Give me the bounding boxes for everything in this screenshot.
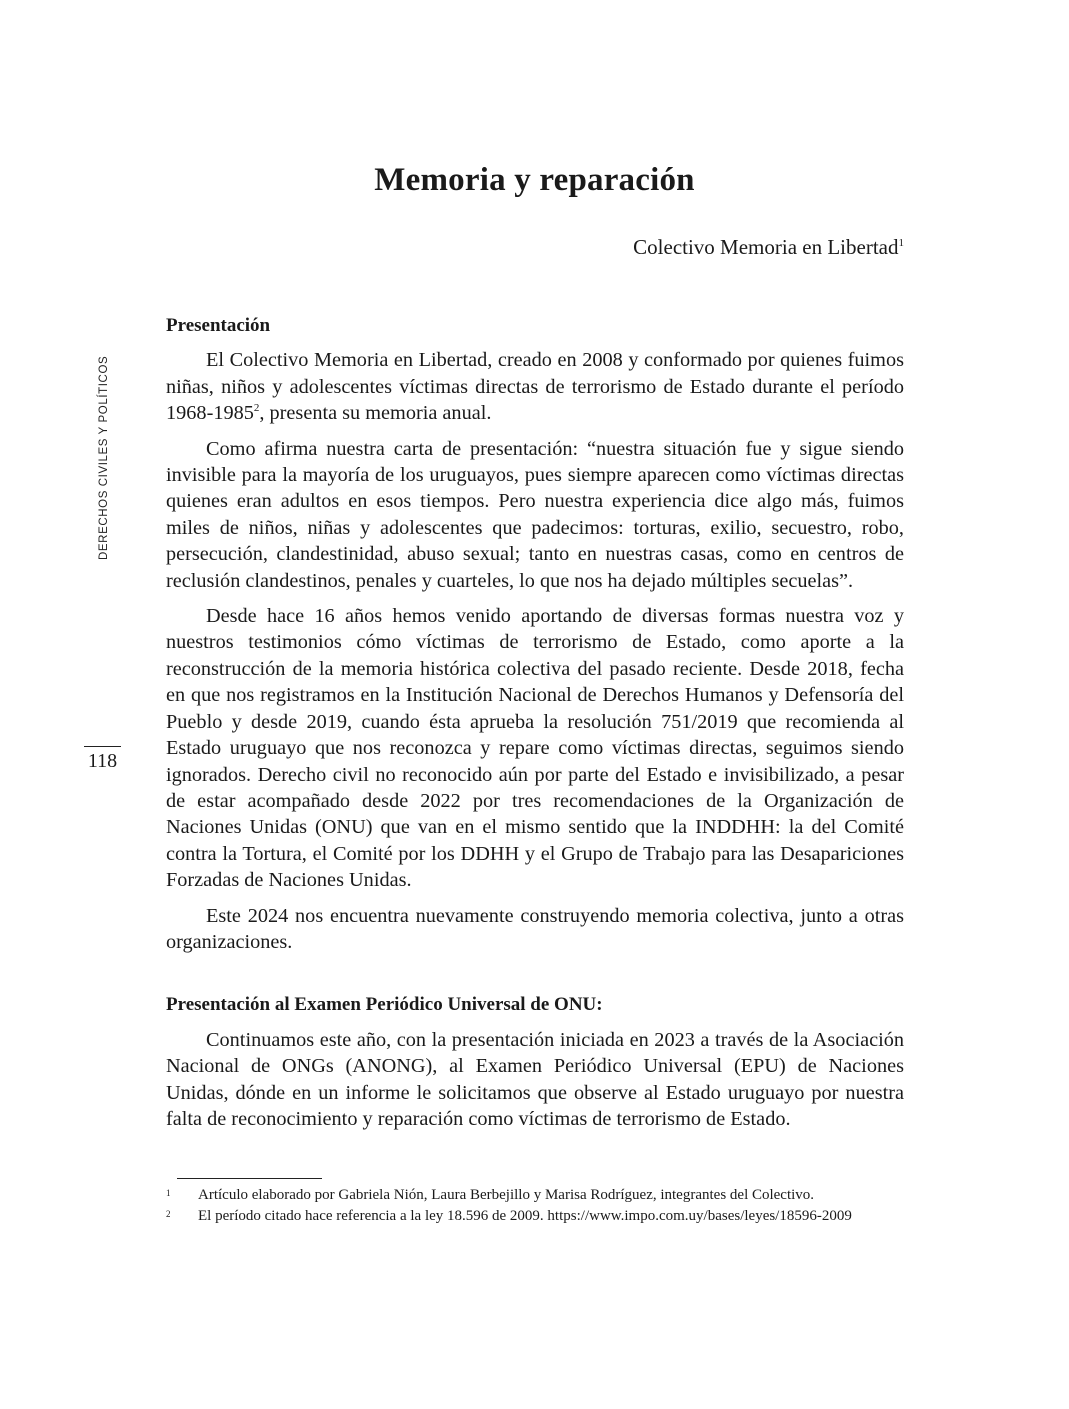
author-line — [633, 235, 904, 260]
paragraph: Como afirma nuestra carta de presentación: “nuestra situación fue y sigue siendo invisible para la mayoría de los uruguayos, pues siempre aparecen como víctimas directas quienes eran adultos en esos tiempos. Pero nuestra experiencia dice algo más, fuimos miles de niños, niñas y adolescentes que padecimos: torturas, exilio, secuestro, robo, persecución, clandestinidad, abuso sexual; tanto en nuestras casas, como en centros de reclusión clandestinos, penales y cuarteles, lo que nos ha dejado múltiples secuelas”. — [166, 437, 904, 592]
footnote-2 — [166, 1206, 904, 1227]
footnote-text: El período citado hace referencia a la ley 18.596 de 2009. https://www.impo.com.uy/bases/leyes/18596-2009 — [198, 1208, 852, 1224]
footnote-1 — [166, 1185, 904, 1206]
paragraph: Este 2024 nos encuentra nuevamente construyendo memoria colectiva, junto a otras organizaciones. — [166, 904, 904, 953]
section-heading-epu: Presentación al Examen Periódico Universal de ONU: — [166, 994, 603, 1016]
paragraph-text: , presenta su memoria anual. — [259, 402, 492, 425]
footnote-ref-2: 2 — [253, 402, 260, 415]
section-side-label: DERECHOS CIVILES Y POLÍTICOS — [98, 355, 110, 560]
footnote-number: 2 — [166, 1209, 171, 1219]
paragraph: Continuamos este año, con la presentación iniciada en 2023 a través de la Asociación Nacional de ONGs (ANONG), al Examen Periódico Universal (EPU) de Naciones Unidas, dónde en un informe le solicitamos que observe al Estado uruguayo por nuestra falta de reconocimiento y reparación como víctimas de terrorismo de Estado. — [166, 1028, 904, 1130]
footnote-ref-1: 1 — [898, 237, 904, 249]
section-heading-presentacion: Presentación — [166, 315, 271, 336]
footnote-number: 1 — [166, 1188, 171, 1198]
footnote-text: Artículo elaborado por Gabriela Nión, Laura Berbejillo y Marisa Rodríguez, integrantes del Colectivo. — [198, 1187, 815, 1203]
main-content — [166, 313, 904, 1141]
page-title: Memoria y reparación — [374, 162, 695, 198]
footnote-rule — [177, 1178, 322, 1179]
page-number-rule — [84, 746, 121, 747]
footnotes — [166, 1178, 904, 1227]
paragraph-text: El Colectivo Memoria en Libertad, creado en 2008 y conformado por quienes fuimos niñas, niños y adolescentes víctimas directas de terrorismo de Estado durante el período 1968-1985 — [166, 349, 904, 425]
paragraph: Desde hace 16 años hemos venido aportando de diversas formas nuestra voz y nuestros testimonios cómo víctimas de terrorismo de Estado, como aporte a la reconstrucción de la memoria histórica colectiva del pasado reciente. Desde 2018, fecha en que nos registramos en la Institución Nacional de Derechos Humanos y Defensoría del Pueblo y desde 2019, cuando ésta aprueba la resolución 751/2019 que recomienda al Estado uruguayo que nos reconozca y repare como víctimas directas, seguimos siendo ignorados. Derecho civil no reconocido aún por parte del Estado e invisibilizado, a pesar de estar acompañado desde 2022 por tres recomendaciones de la Organización de Naciones Unidas (ONU) que van en el mismo sentido que la INDDHH: la del Comité contra la Tortura, el Comité por los DDHH y el Grupo de Trabajo para las Desapariciones Forzadas de Naciones Unidas. — [166, 605, 904, 892]
section-gap — [166, 964, 904, 992]
page-number: 118 — [87, 750, 118, 772]
paragraph — [166, 347, 904, 426]
author-name: Colectivo Memoria en Libertad — [633, 235, 899, 259]
